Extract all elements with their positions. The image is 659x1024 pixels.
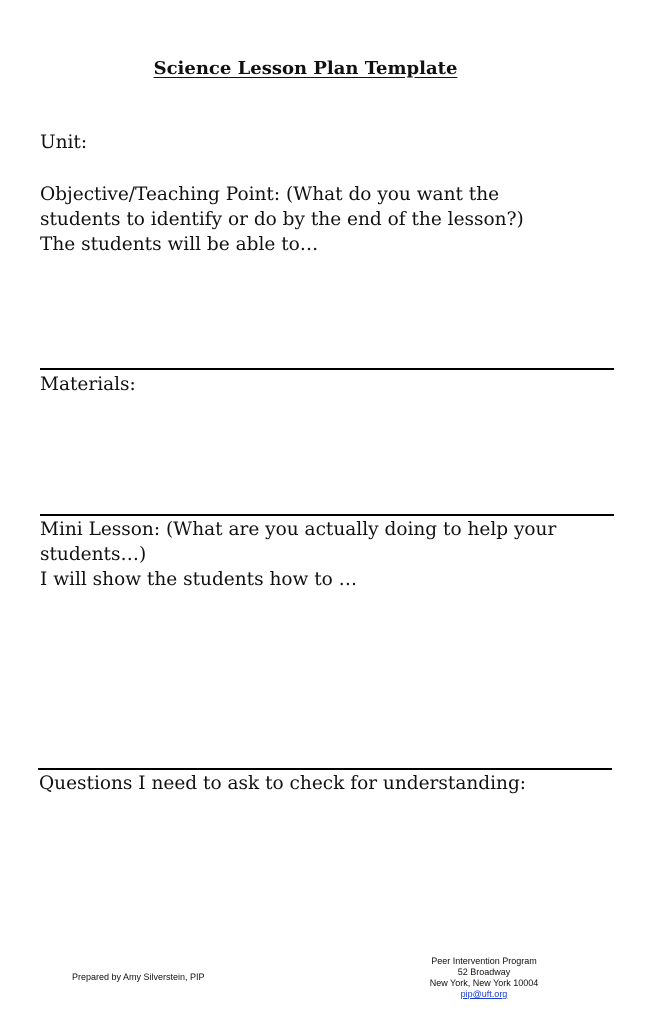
unit-label: Unit: (40, 132, 88, 153)
mini-lesson-prompt-line-3: I will show the students how to … (40, 569, 358, 590)
objective-prompt-line-2: students to identify or do by the end of the lesson?) (40, 209, 524, 230)
program-name: Peer Intervention Program (431, 956, 537, 966)
objective-prompt-line-3: The students will be able to… (40, 234, 319, 255)
objective-prompt-line-1: Objective/Teaching Point: (What do you want the (40, 184, 500, 205)
document-title: Science Lesson Plan Template (153, 58, 458, 79)
section-divider-materials (40, 368, 614, 370)
mini-lesson-prompt-line-1: Mini Lesson: (What are you actually doing to help your (40, 519, 557, 540)
email-link[interactable]: pip@uft.org (460, 989, 508, 999)
mini-lesson-prompt-line-2: students…) (40, 544, 147, 565)
section-divider-questions (38, 768, 612, 770)
street-address: 52 Broadway (457, 967, 511, 977)
materials-label: Materials: (40, 374, 136, 395)
program-address-block (400, 956, 568, 1000)
section-divider-mini-lesson (40, 514, 614, 516)
city-state-zip: New York, New York 10004 (429, 978, 539, 988)
prepared-by-credit: Prepared by Amy Silverstein, PIP (72, 972, 205, 982)
questions-label: Questions I need to ask to check for understanding: (39, 773, 527, 794)
